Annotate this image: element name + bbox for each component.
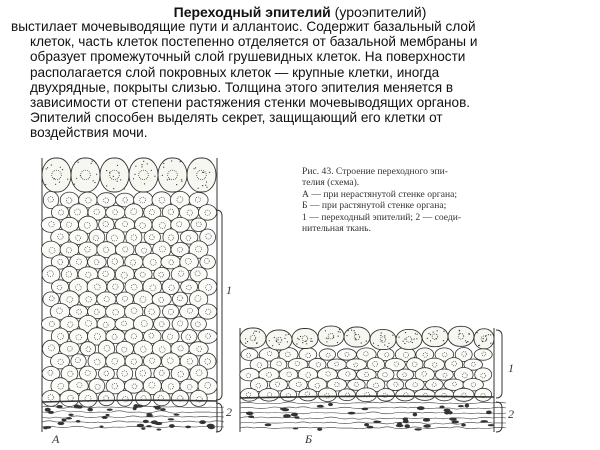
figure-b-label: Б (305, 432, 313, 446)
caption-line: А — при нерастянутой стенке органа; (302, 188, 458, 200)
paragraph-line: образует промежуточный слой грушевидных клеток. На поверхности (30, 49, 466, 65)
caption-line: Рис. 43. Строение переходного эпи- (302, 166, 448, 177)
paragraph-line: двухрядные, покрыты слизью. Толщина этого эпителия меняется в (30, 79, 454, 95)
heading-bold: Переходный эпителий (173, 4, 331, 20)
paragraph-line: располагается слой покровных клеток — крупные клетки, иногда (30, 64, 440, 80)
paragraph-line: выстилает мочевыводящие пути и аллантоис. Содержит базальный слой (11, 19, 476, 34)
paragraph-line: зависимости от степени растяжения стенки мочевыводящих органов. (30, 95, 471, 111)
figure-caption (302, 166, 532, 234)
caption-line: нительная ткань. (302, 223, 371, 235)
figure-a-cells (41, 158, 224, 432)
figure-a-label-1: 1 (226, 283, 232, 297)
heading-rest: (уроэпителий) (330, 4, 427, 20)
paragraph-line: воздействия мочи. (30, 125, 148, 141)
figure-b-cells (240, 326, 506, 432)
caption-line: 1 — переходный эпителий; 2 — соеди- (302, 211, 462, 223)
paragraph-line: клеток, часть клеток постепенно отделяется от базальной мембраны и (30, 34, 478, 50)
figure-a-label-2: 2 (226, 405, 232, 419)
figure-b-label-1: 1 (508, 361, 514, 375)
caption-line: телия (схема). (302, 177, 360, 189)
figure-b-label-2: 2 (508, 407, 514, 421)
paragraph-line: Эпителий способен выделять секрет, защищающий его клетки от (30, 110, 443, 126)
body-paragraph (11, 19, 585, 141)
caption-line: Б — при растянутой стенке органа; (302, 200, 447, 212)
figure-a-label: А (52, 432, 60, 446)
